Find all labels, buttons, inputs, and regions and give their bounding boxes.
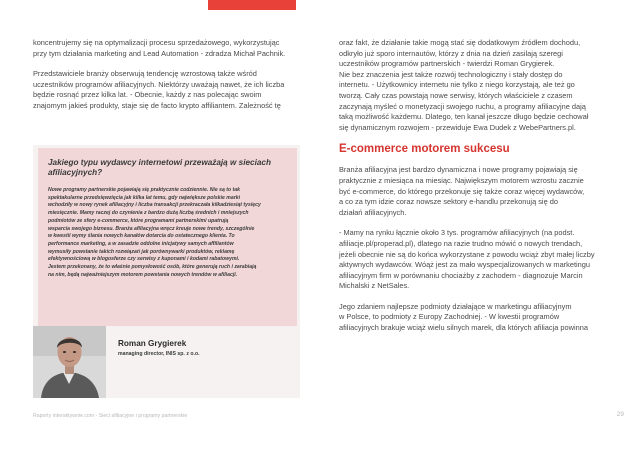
author-role: managing director, INIS sp. z o.o. (118, 351, 200, 357)
text-line: afiliacje.pl/properad.pl), dlatego na razie trudno mówić o nowych trendach, (339, 238, 583, 248)
quote-title-line: afiliacyjnych? (48, 168, 103, 177)
quote-title-line: Jakiego typu wydawcy internetowi przeważają w sieciach (48, 158, 271, 167)
text-line: tworzą. Cały czas powstają nowe serwisy, których właściciele z czasem (339, 90, 573, 100)
quote-line: w kwestii wymy ślania nowych kanałów dotarcia do ostatecznego klienta. To (48, 233, 235, 240)
quote-line: na nim, będą najważniejszym motorem powstania nowych trendów w afiliacji. (48, 271, 238, 278)
text-line: koncentrujemy się na optymalizacji procesu sprzedażowego, wykorzystując (33, 38, 280, 47)
text-line: uczestników programów partnerskich - twierdzi Roman Grygierek. (339, 59, 555, 69)
author-photo (33, 326, 106, 398)
text-line: odkryło już sporo internautów, którzy z dnia na dzień zasilają szeregi (339, 48, 563, 58)
text-line: w Polsce, to podmioty z Europy Zachodniej. - W kwestii programów (339, 312, 560, 322)
text-line: zaczynają myśleć o monetyzacji swojego ruchu, a programy afiliacyjne dają (339, 101, 586, 111)
text-line: się dynamicznym rozwojem - przewiduje Ewa Dudek z WebePartners.pl. (339, 122, 576, 132)
left-paragraph-1 (33, 38, 299, 59)
right-column (339, 38, 609, 344)
quote-line: wsparcia swojego biznesu. Branża afiliacyjna wręcz kreuje nowe trendy, szczególnie (48, 225, 255, 232)
text-line: Branża afiliacyjna jest bardzo dynamiczna i nowe programy pojawiają się (339, 165, 578, 175)
top-accent-bar (208, 0, 296, 10)
author-portrait-icon (33, 326, 106, 398)
quote-line: wymusiły powstanie takich rozwiązań jak porównywarki produktów, reklamę (48, 248, 235, 255)
text-line: a co za tym idzie coraz nowsze sektory e-handlu przekonują się do (339, 197, 558, 207)
quote-line: efektywnościową w blogosferze czy serwisy z kuponami i kodami rabatowymi. (48, 256, 240, 263)
quote-line: miesięcznie. Mamy raczej do czynienia z bardzo dużą liczbą średnich i mniejszych (48, 210, 249, 217)
page-number: 29 (616, 411, 624, 418)
quote-line: podmiotów ze sfery e-commerce, które programami partnerskimi upatrują (48, 217, 229, 224)
quote-line: spektakularne przedsięwzięcia jak kilka lat temu, gdy największe polskie marki (48, 194, 241, 201)
text-line: być e-commerce, do którego przekonuje się także coraz więcej wydawców, (339, 186, 585, 196)
text-line: jeżeli obecnie nie są do końca wykorzystane z powodu wciąż zbyt małej liczby (339, 249, 595, 259)
text-line: znajomym jakieś produkty, staje się de facto krypto affiliantem. Zależność tę (33, 100, 281, 110)
text-line: aktywnych wydawców. Wóąż jest za mało wyspecjalizowanych w marketingu (339, 260, 590, 270)
text-line: oraz fakt, że działanie takie mogą stać się dodatkowym źródłem dochodu, (339, 38, 581, 47)
quote-line: Nowe programy partnerskie pojawiają się praktycznie codziennie. Nie są to tak (48, 187, 240, 193)
author-name: Roman Grygierek (118, 339, 187, 348)
text-line: - Mamy na rynku łącznie około 3 tys. programów afiliacyjnych (na podst. (339, 228, 575, 238)
text-line: Przedstawiciele branży obserwują tendencję wzrostową także wśród (33, 69, 257, 79)
text-line: uczestników programów afiliacyjnych. Niektórzy uważają nawet, że ich liczba (33, 79, 285, 89)
quote-line: Jestem przekonany, że to właśnie pomysłowość osób, które generują ruch i zarabiają (48, 264, 257, 271)
text-line: Jego zdaniem najlepsze podmioty działające w marketingu afiliacyjnym (339, 301, 572, 311)
right-paragraph-4 (339, 302, 609, 334)
text-line: praktycznie z miesiąca na miesiąc. Największym motorem wzrostu zacznie (339, 175, 584, 185)
text-line: afiliacyjnych brakuje wciąż wielu silnych marek, dla których afiliacja powinna (339, 323, 588, 333)
text-line: internetu. - Użytkownicy internetu nie tylko z niego korzystają, ale też go (339, 80, 575, 90)
quote-line: wchodziły w nowy rynek afiliacyjny i liczba transakcji przekraczała kilkadziesiąt tysięcy (48, 202, 261, 209)
text-line: działań afiliacyjnych. (339, 207, 407, 217)
text-line: Nie bez znaczenia jest także rozwój technologiczny i stały dostęp do (339, 69, 563, 79)
quote-body (48, 187, 283, 279)
section-heading: E-commerce motorem sukcesu (339, 143, 510, 156)
left-column (33, 38, 299, 122)
text-line: taką możliwość każdemu. Dlatego, ten kanał jeszcze długo będzie cechował (339, 112, 589, 122)
quote-title (48, 158, 283, 178)
text-line: będzie rosnąć przez kilka lat. - Obecnie, każdy z nas polecając swoim (33, 90, 262, 100)
right-paragraph-1 (339, 38, 609, 133)
left-paragraph-2 (33, 69, 299, 111)
text-line: Michalski z NetSales. (339, 281, 410, 291)
text-line: afiliacyjnym firm w porównaniu chociażby z zachodem - diagnozuje Marcin (339, 270, 583, 280)
text-line: przy tym działania marketing and Lead Automation - zdradza Michał Pachnik. (33, 48, 286, 58)
footer-text: Raporty interaktywnie.com - Sieci afiliacyjne i programy partnerskie (33, 413, 188, 419)
right-paragraph-3 (339, 228, 609, 292)
quote-line: performance marketing, a w zasadzie oddolne inicjatywy samych affiliantów (48, 240, 234, 247)
right-paragraph-2 (339, 165, 609, 218)
